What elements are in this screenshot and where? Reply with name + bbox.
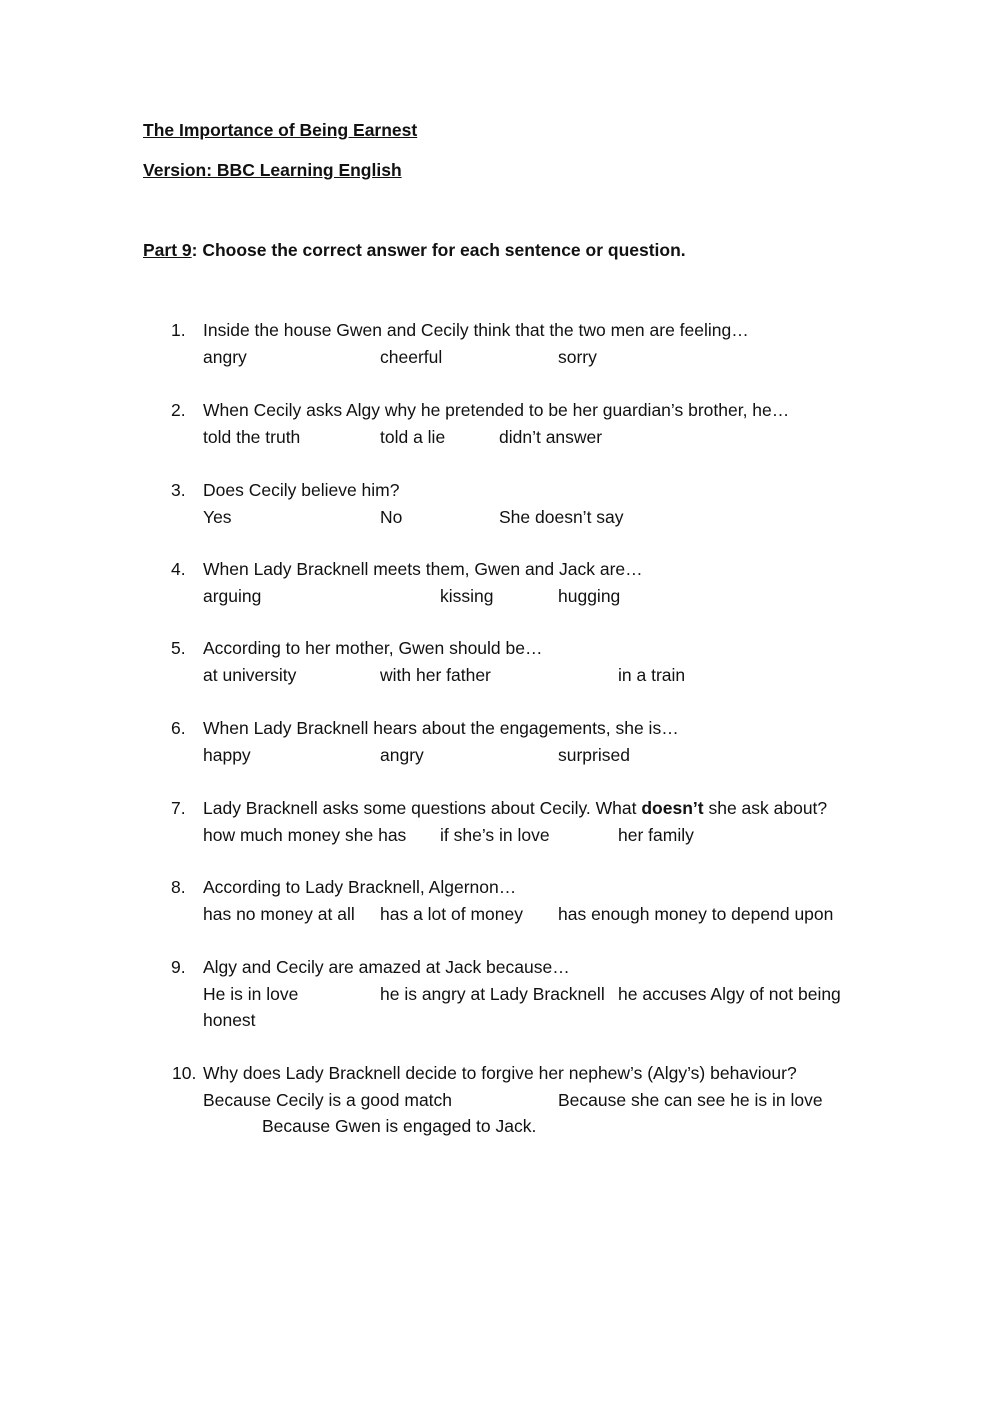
question-text-part: she ask about? (703, 798, 828, 818)
answer-option[interactable]: Yes (203, 507, 232, 527)
question-number: 7. (171, 798, 186, 818)
answer-option-continuation: honest (203, 1010, 256, 1030)
answer-option[interactable]: told a lie (380, 427, 446, 447)
question-number: 1. (171, 320, 186, 340)
answer-option[interactable]: at university (203, 665, 297, 685)
question-text: According to her mother, Gwen should be… (203, 638, 543, 658)
question-number: 3. (171, 480, 186, 500)
question-text: When Cecily asks Algy why he pretended to be her guardian’s brother, he… (203, 400, 790, 420)
answer-option[interactable]: in a train (618, 665, 686, 685)
question-number: 6. (171, 718, 186, 738)
question-number: 4. (171, 559, 186, 579)
answer-option[interactable]: No (380, 507, 403, 527)
answer-option[interactable]: Because she can see he is in love (558, 1090, 823, 1110)
question-text: When Lady Bracknell meets them, Gwen and Jack are… (203, 559, 643, 579)
answer-option[interactable]: kissing (440, 586, 494, 606)
answer-option[interactable]: sorry (558, 347, 597, 367)
question-number: 10. (172, 1063, 197, 1083)
answer-option[interactable]: has no money at all (203, 904, 355, 924)
answer-option[interactable]: if she’s in love (440, 825, 550, 845)
question-number: 5. (171, 638, 186, 658)
answer-option[interactable]: He is in love (203, 984, 299, 1004)
answer-option[interactable]: angry (203, 347, 247, 367)
question-emphasis: doesn’t (641, 798, 704, 818)
document-title: The Importance of Being Earnest (143, 120, 418, 140)
question-text (203, 798, 827, 819)
answer-option[interactable]: Because Cecily is a good match (203, 1090, 453, 1110)
answer-option[interactable]: her family (618, 825, 694, 845)
answer-option[interactable]: She doesn’t say (499, 507, 624, 527)
answer-option[interactable]: cheerful (380, 347, 443, 367)
answer-option[interactable]: angry (380, 745, 424, 765)
answer-option[interactable]: hugging (558, 586, 621, 606)
answer-option[interactable]: how much money she has (203, 825, 407, 845)
part-label: Part 9 (143, 240, 192, 260)
question-text: Why does Lady Bracknell decide to forgive her nephew’s (Algy’s) behaviour? (203, 1063, 797, 1083)
answer-option[interactable]: didn’t answer (499, 427, 603, 447)
answer-option[interactable]: Because Gwen is engaged to Jack. (262, 1116, 537, 1136)
answer-option[interactable]: he is angry at Lady Bracknell (380, 984, 605, 1004)
answer-option[interactable]: surprised (558, 745, 630, 765)
question-text: Algy and Cecily are amazed at Jack because… (203, 957, 570, 977)
question-number: 2. (171, 400, 186, 420)
answer-option[interactable]: he accuses Algy of not being (618, 984, 841, 1004)
question-number: 8. (171, 877, 186, 897)
answer-option[interactable]: with her father (380, 665, 491, 685)
question-text: When Lady Bracknell hears about the engagements, she is… (203, 718, 679, 738)
answer-option[interactable]: told the truth (203, 427, 301, 447)
question-text: According to Lady Bracknell, Algernon… (203, 877, 517, 897)
question-text: Does Cecily believe him? (203, 480, 400, 500)
question-number: 9. (171, 957, 186, 977)
answer-option[interactable]: happy (203, 745, 251, 765)
question-text-part: Lady Bracknell asks some questions about Cecily. What (203, 798, 642, 818)
question-text: Inside the house Gwen and Cecily think that the two men are feeling… (203, 320, 749, 340)
answer-option[interactable]: has enough money to depend upon (558, 904, 834, 924)
answer-option[interactable]: arguing (203, 586, 262, 606)
answer-option[interactable]: has a lot of money (380, 904, 523, 924)
version-line: Version: BBC Learning English (143, 160, 402, 180)
instruction-text: : Choose the correct answer for each sentence or question. (191, 240, 686, 260)
instruction-line (143, 240, 686, 261)
